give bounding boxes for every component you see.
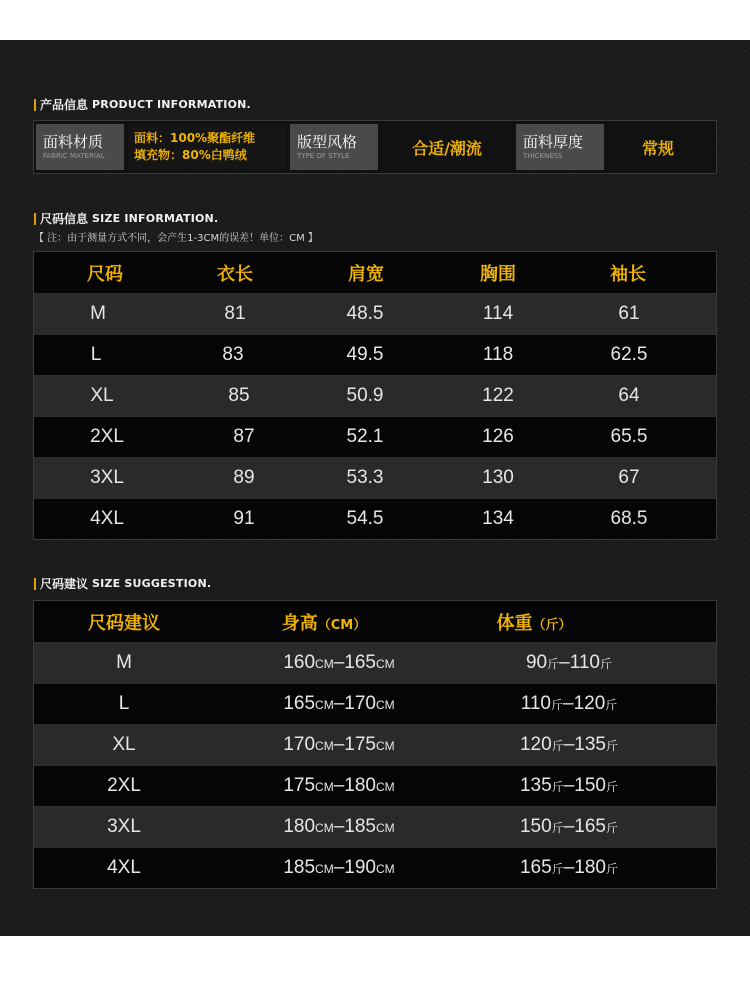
header-weight-label: 体重	[496, 612, 533, 634]
table-row	[34, 683, 716, 724]
header-sleeve: 袖长	[610, 263, 646, 285]
length-cell: 91	[233, 508, 255, 529]
thickness-label-zh: 面料厚度	[523, 133, 584, 151]
weight-unit: 斤	[600, 657, 613, 671]
weight-max: 120	[573, 693, 606, 714]
size-suggestion-title	[34, 575, 211, 592]
height-min: 170	[283, 734, 316, 755]
weight-range-cell	[464, 693, 674, 715]
range-dash: –	[333, 775, 345, 796]
weight-min: 150	[519, 816, 552, 837]
sleeve-cell: 68.5	[610, 508, 648, 529]
title-accent-bar	[34, 99, 36, 111]
range-dash: –	[559, 652, 570, 673]
size-cell: XL	[112, 734, 136, 755]
size-suggestion-title-zh: 尺码建议	[40, 577, 89, 591]
height-min: 185	[283, 857, 316, 878]
chest-cell: 114	[482, 303, 514, 324]
shoulder-cell: 52.1	[346, 426, 384, 447]
height-range-cell	[214, 693, 464, 715]
product-info-strip	[33, 120, 717, 174]
height-unit: CM	[315, 698, 334, 712]
weight-min: 90	[525, 652, 548, 673]
shoulder-cell: 54.5	[346, 508, 384, 529]
height-unit: CM	[375, 821, 395, 835]
table-row	[34, 375, 716, 416]
style-label-en: TYPE OF STYLE	[297, 152, 350, 160]
weight-max: 150	[574, 775, 606, 796]
height-max: 185	[344, 816, 376, 837]
header-chest: 胸围	[480, 263, 516, 285]
weight-range-cell	[464, 775, 674, 797]
table-row	[34, 765, 716, 806]
weight-range-cell	[464, 652, 674, 674]
sleeve-cell: 62.5	[610, 344, 648, 365]
size-suggestion-table	[33, 600, 717, 889]
size-info-table	[33, 251, 717, 540]
weight-max: 135	[574, 734, 606, 755]
header-height	[214, 609, 434, 635]
chest-cell: 126	[482, 426, 514, 447]
height-unit: CM	[315, 821, 334, 835]
height-range-cell	[214, 816, 464, 838]
height-unit: CM	[375, 657, 395, 671]
height-unit: CM	[375, 780, 395, 794]
height-max: 170	[344, 693, 376, 714]
weight-max: 110	[569, 652, 600, 673]
fabric-label-en: FABRIC MATERIAL	[43, 152, 105, 160]
height-min: 160	[283, 652, 316, 673]
height-max: 190	[344, 857, 376, 878]
product-info-title-en: PRODUCT INFORMATION.	[92, 98, 251, 111]
table-row	[34, 334, 716, 375]
style-label-zh: 版型风格	[297, 133, 358, 151]
height-range-cell	[214, 857, 464, 879]
weight-range-cell	[464, 734, 674, 756]
weight-unit: 斤	[605, 821, 618, 835]
range-dash: –	[333, 816, 345, 837]
range-dash: –	[333, 857, 345, 878]
thickness-label-en: THICKNESS	[523, 152, 563, 160]
chest-cell: 130	[482, 467, 514, 488]
range-dash: –	[563, 734, 575, 755]
sleeve-cell: 65.5	[610, 426, 648, 447]
height-max: 165	[344, 652, 376, 673]
range-dash: –	[333, 693, 345, 714]
table-row	[34, 847, 716, 888]
height-range-cell	[214, 775, 464, 797]
shoulder-cell: 50.9	[346, 385, 384, 406]
header-weight	[434, 609, 634, 635]
header-length: 衣长	[217, 263, 253, 285]
size-info-title	[34, 210, 218, 227]
weight-unit: 斤	[551, 862, 564, 876]
height-max: 180	[344, 775, 376, 796]
weight-unit: 斤	[605, 780, 618, 794]
height-min: 175	[283, 775, 316, 796]
table-row	[34, 457, 716, 498]
range-dash: –	[333, 652, 345, 673]
height-range-cell	[214, 734, 464, 756]
height-min: 165	[283, 693, 316, 714]
weight-min: 110	[520, 693, 551, 714]
fabric-value	[128, 124, 286, 170]
size-cell: L	[118, 693, 130, 714]
header-shoulder: 肩宽	[348, 263, 384, 285]
range-dash: –	[333, 734, 345, 755]
sleeve-cell: 67	[618, 467, 640, 488]
shoulder-cell: 49.5	[346, 344, 384, 365]
range-dash: –	[563, 775, 575, 796]
measurement-note: 【 注：由于测量方式不同，会产生1-3CM的误差！单位：CM 】	[34, 233, 318, 244]
thickness-value-text: 常规	[641, 138, 674, 158]
shoulder-cell: 48.5	[346, 303, 384, 324]
table-row	[34, 416, 716, 457]
height-max: 175	[344, 734, 376, 755]
header-weight-unit: （斤）	[532, 617, 572, 633]
height-unit: CM	[375, 698, 395, 712]
chest-cell: 134	[482, 508, 514, 529]
chest-cell: 118	[482, 344, 514, 365]
style-value	[382, 124, 512, 170]
table-row	[34, 724, 716, 765]
size-cell: 2XL	[107, 775, 141, 796]
height-unit: CM	[315, 657, 334, 671]
sleeve-cell: 61	[618, 303, 640, 324]
weight-max: 180	[574, 857, 606, 878]
size-suggestion-title-en: SIZE SUGGESTION.	[92, 577, 212, 590]
weight-min: 165	[519, 857, 552, 878]
header-height-unit: （CM）	[317, 617, 367, 633]
size-info-title-en: SIZE INFORMATION.	[92, 212, 219, 225]
fabric-label	[36, 124, 124, 170]
size-cell: 4XL	[107, 857, 141, 878]
table-header-row	[34, 601, 716, 642]
header-size: 尺码	[87, 263, 123, 285]
weight-unit: 斤	[605, 862, 618, 876]
header-size-suggestion: 尺码建议	[88, 612, 160, 634]
weight-range-cell	[464, 857, 674, 879]
chest-cell: 122	[482, 385, 514, 406]
height-unit: CM	[375, 862, 395, 876]
size-info-title-zh: 尺码信息	[40, 212, 89, 226]
size-cell: L	[90, 344, 102, 365]
height-unit: CM	[375, 739, 395, 753]
product-info-title-zh: 产品信息	[40, 98, 89, 112]
size-cell: M	[116, 652, 132, 673]
table-row	[34, 806, 716, 847]
table-row	[34, 498, 716, 539]
style-label	[290, 124, 378, 170]
length-cell: 81	[224, 303, 246, 324]
size-cell: M	[90, 303, 106, 324]
size-cell: 3XL	[90, 467, 124, 488]
title-accent-bar	[34, 213, 36, 225]
range-dash: –	[563, 857, 575, 878]
size-cell: 4XL	[90, 508, 124, 529]
weight-unit: 斤	[605, 698, 618, 712]
length-cell: 87	[233, 426, 255, 447]
fabric-label-zh: 面料材质	[43, 133, 104, 151]
weight-unit: 斤	[551, 780, 564, 794]
table-row	[34, 642, 716, 683]
header-height-label: 身高	[281, 612, 318, 634]
title-accent-bar	[34, 578, 36, 590]
length-cell: 83	[222, 344, 244, 365]
weight-min: 135	[519, 775, 552, 796]
weight-unit: 斤	[550, 698, 563, 712]
height-unit: CM	[315, 739, 334, 753]
range-dash: –	[563, 816, 575, 837]
table-header-row	[34, 252, 716, 293]
weight-unit: 斤	[605, 739, 618, 753]
length-cell: 85	[228, 385, 250, 406]
weight-min: 120	[519, 734, 552, 755]
shoulder-cell: 53.3	[346, 467, 384, 488]
size-cell: 3XL	[107, 816, 141, 837]
thickness-label	[516, 124, 604, 170]
size-cell: XL	[90, 385, 114, 406]
height-unit: CM	[315, 862, 334, 876]
fabric-line-1: 面料：100%聚酯纤维	[134, 131, 256, 145]
length-cell: 89	[233, 467, 255, 488]
style-value-text: 合适/潮流	[412, 138, 482, 158]
weight-max: 165	[574, 816, 606, 837]
sleeve-cell: 64	[618, 385, 640, 406]
height-unit: CM	[315, 780, 334, 794]
weight-unit: 斤	[551, 821, 564, 835]
size-cell: 2XL	[90, 426, 124, 447]
height-range-cell	[214, 652, 464, 674]
range-dash: –	[563, 693, 574, 714]
height-min: 180	[283, 816, 316, 837]
product-info-title	[34, 96, 251, 113]
weight-unit: 斤	[551, 739, 564, 753]
fabric-line-2: 填充物：80%白鸭绒	[134, 148, 247, 162]
weight-range-cell	[464, 816, 674, 838]
table-row	[34, 293, 716, 334]
thickness-value	[608, 124, 708, 170]
weight-unit: 斤	[547, 657, 560, 671]
